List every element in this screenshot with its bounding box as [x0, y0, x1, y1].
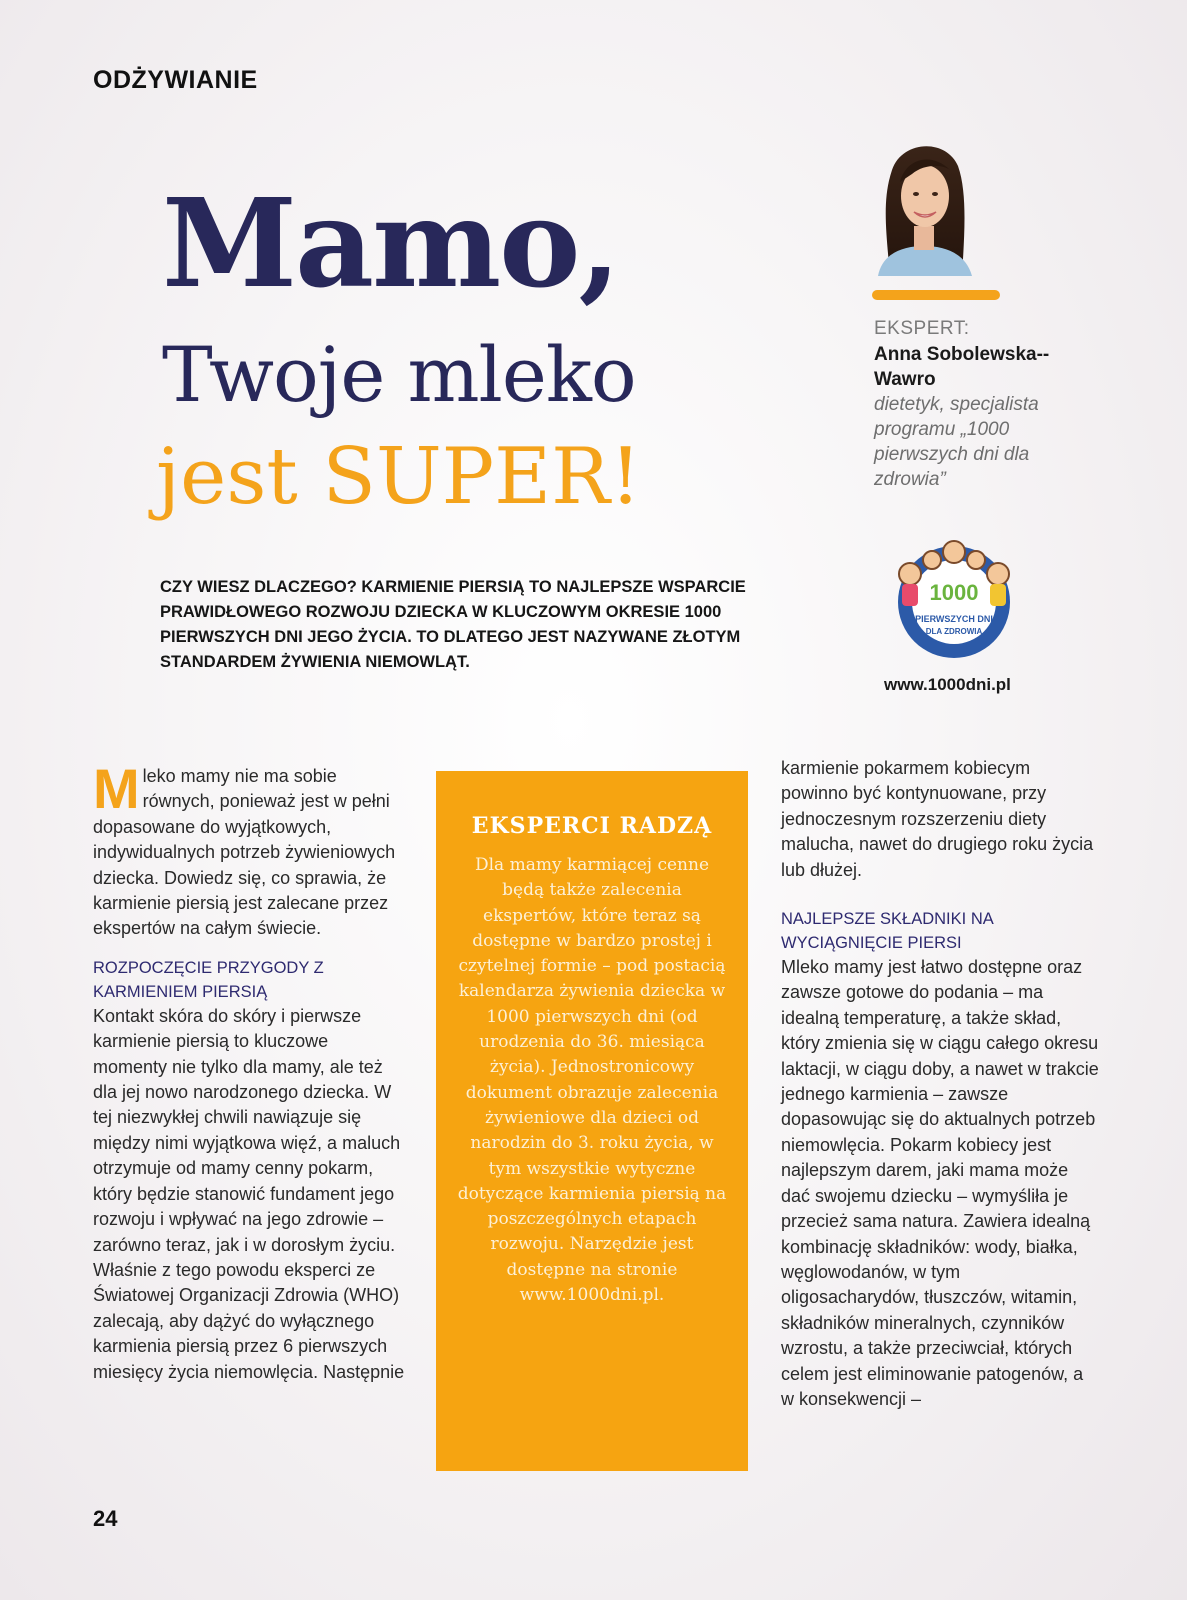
expert-divider [872, 290, 1000, 300]
logo-text-1: PIERWSZYCH DNI [915, 614, 993, 624]
continued-paragraph: karmienie pokarmem kobiecym powinno być kontynuowane, przy jednoczesnym rozszerzeniu diety malucha, nawet do drugiego roku życia lub dłużej. [781, 758, 1094, 880]
box-text: Dla mamy karmiącej cenne będą także zalecenia ekspertów, które teraz są dostępne w bardzo prostej i czytelnej formie – pod postacią kalendarza żywienia dziecka w 1000 pierwszych dni (od urodzenia do 36. miesiąca życia). Jednostronicowy dokument obrazuje zalecenia żywieniowe dla dzieci od narodzin do 3. roku życia, w tym wszystkie wytyczne dotyczące karmienia piersią na poszczególnych etapach rozwoju. Narzędzie jest dostępne na stronie www.1000dni.pl. [457, 855, 727, 1306]
headline-line-3: jest SUPER! [156, 432, 642, 522]
expert-name: Anna Sobolewska--Wawro [874, 344, 1050, 390]
page-number: 24 [93, 1506, 118, 1531]
lead-paragraph: CZY WIESZ DLACZEGO? KARMIENIE PIERSIĄ TO NAJLEPSZE WSPARCIE PRAWIDŁOWEGO ROZWOJU DZIECKA W KLUCZOWYM OKRESIE 1000 PIERWSZYCH DNI JEGO ŻYCIA. TO DLATEGO JEST NAZYWANE ZŁOTYM STANDARDEM ŻYWIENIA NIEMOWLĄT. [160, 578, 746, 671]
box-title: EKSPERCI RADZĄ [471, 813, 713, 839]
logo-text-2: DLA ZDROWIA [925, 627, 983, 636]
program-logo [888, 534, 1020, 666]
headline-line-1: Mamo, [162, 171, 620, 315]
article-column-1 [93, 757, 405, 1385]
logo-number: 1000 [929, 580, 979, 605]
intro-paragraph: Mleko mamy nie ma sobie równych, ponieważ jest w pełni dopasowane do wyjątkowych, indywidualnych potrzeb żywieniowych dziecka. Dowiedz się, co sprawia, że karmienie piersią jest zalecane przez ekspertów na całym świecie. [93, 757, 396, 939]
subheading-2: NAJLEPSZE SKŁADNIKI NA WYCIĄGNIĘCIE PIERSI [781, 910, 993, 953]
article-column-3 [781, 758, 1101, 1412]
expert-description: dietetyk, specjalista programu „1000 pierwszych dni dla zdrowia” [874, 394, 1039, 490]
expert-photo [872, 130, 976, 276]
body-paragraph-1: Kontakt skóra do skóry i pierwsze karmienie piersią to kluczowe momenty nie tylko dla mamy, ale też dla jej nowo narodzonego dziecka. W tej niezwykłej chwili nawiązuje się między nimi wyjątkowa więź, a maluch otrzymuje od mamy cenny pokarm, który będzie stanowić fundament jego rozwoju i wpływać na jego zdrowie – zarówno teraz, jak i w dorosłym życiu. Właśnie z tego powodu eksperci ze Światowej Organizacji Zdrowia (WHO) zalecają, aby dążyć do wyłącznego karmienia piersią przez 6 pierwszych miesięcy życia niemowlęcia. Następnie [93, 1005, 405, 1382]
headline-line-2: Twoje mleko [162, 330, 636, 419]
program-url[interactable]: www.1000dni.pl [884, 675, 1011, 694]
subheading-1: ROZPOCZĘCIE PRZYGODY Z KARMIENIEM PIERSIĄ [93, 958, 324, 1001]
drop-cap: M [93, 757, 140, 820]
experts-advice-box [436, 771, 748, 1471]
expert-label: EKSPERT: [874, 318, 970, 339]
section-label: ODŻYWIANIE [93, 66, 258, 94]
body-paragraph-2: Mleko mamy jest łatwo dostępne oraz zawsze gotowe do podania – ma idealną temperaturę, a także skład, który zmienia się w ciągu całego okresu laktacji, w ciągu doby, a nawet w trakcie jednego karmienia – zawsze dopasowując się do aktualnych potrzeb niemowlęcia. Pokarm kobiecy jest najlepszym darem, jaki mama może dać swojemu dziecku – wymyśliła je przecież sama natura. Zawiera idealną kombinację składników: wody, białka, węglowodanów, w tym oligosacharydów, tłuszczów, witamin, składników mineralnych, czynników wzrostu, a także przeciwciał, których celem jest eliminowanie patogenów, a w konsekwencji – [781, 957, 1099, 1409]
